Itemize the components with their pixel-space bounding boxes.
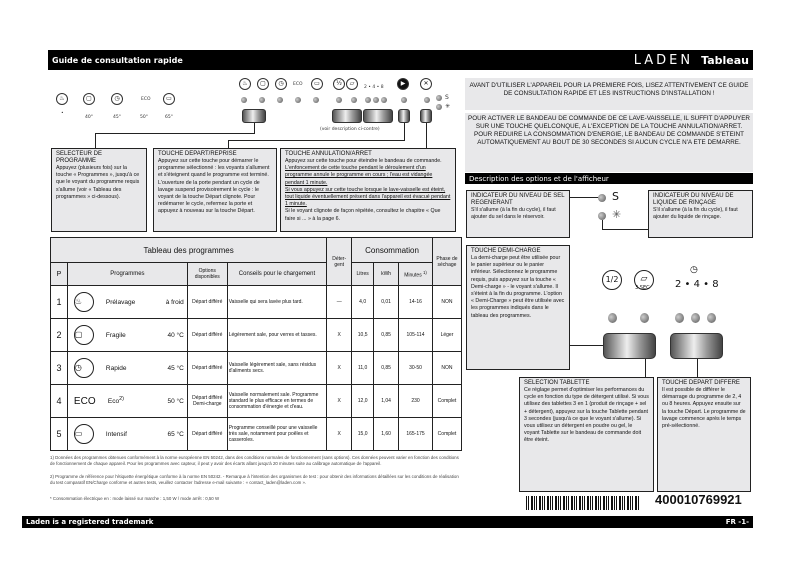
- detergent: X: [327, 319, 352, 352]
- footer-bar: [22, 516, 753, 528]
- program-name: Fragile: [105, 331, 126, 339]
- rinse-icon: ✳: [445, 103, 451, 110]
- liters: 15,0: [352, 418, 374, 451]
- kwh: 1,04: [374, 385, 399, 418]
- half-load-led: [608, 313, 617, 323]
- eco-label: ECO: [293, 82, 303, 87]
- start-icon: ▶: [397, 78, 409, 90]
- warning-text: POUR REDUIRE LA CONSOMMATION D'ENERGIE, LE BANDEAU DE COMMANDE S'ETEINT AUTOMATIQUEMENT AU BOUT DE 30 SECONDES SI AUCUN CYCLE N'A ETE DEMARRE.: [474, 131, 744, 146]
- program-number: 4: [51, 385, 68, 418]
- glass-icon: ▢: [83, 93, 95, 105]
- program-temp: 40 °C: [167, 331, 184, 339]
- delay-label: 2 • 4 • 8: [364, 85, 384, 90]
- loading-tips: Programme conseillé pour une vaisselle très sale, notamment pour poêles et casseroles.: [227, 418, 327, 451]
- section-title: Tableau: [701, 53, 749, 67]
- delay-start-box: [657, 377, 751, 492]
- box-text: L'ouverture de la porte pendant un cycle de lavage suspend provisoirement le cycle : le voyant de la touche Départ clignote. Pour redémarrer le cycle, refermez la porte et appuyez à nouveau sur la touche Départ.: [158, 179, 260, 215]
- program-icon: ♨: [74, 292, 94, 312]
- delay-led-4h: [691, 313, 700, 323]
- box-text: La demi-charge peut être utilisée pour le panier supérieur ou le panier inférieur. Sélectionnez le programme requis, puis appuyez sur la touche « Demi-charge » - le voyant s'allume. Il s'éteint à la fin du programme. L'option « Demi-Charge » peut être utilisée avec les programmes indiqués dans le tableau des programmes.: [471, 255, 565, 319]
- loading-tips: Vaisselle qui sera lavée plus tard.: [227, 286, 327, 319]
- detergent: X: [327, 352, 352, 385]
- liters: 4,0: [352, 286, 374, 319]
- trademark-note: Laden is a registered trademark: [26, 518, 154, 526]
- minutes: 230: [399, 385, 433, 418]
- half-load-box: [466, 245, 570, 370]
- led: [336, 97, 342, 103]
- col-minutes: Minutes: [404, 272, 422, 279]
- box-text: S'il s'allume (à la fin du cycle), il faut ajouter du sel dans le réservoir.: [471, 207, 556, 221]
- quick-icon: ◷: [111, 93, 123, 105]
- program-name: Rapide: [105, 364, 127, 372]
- rinse-indicator-box: [648, 190, 753, 238]
- table-row: [51, 385, 462, 418]
- tablet-icon: ▱: [346, 78, 358, 90]
- program-number: 1: [51, 286, 68, 319]
- warning-text: POUR ACTIVER LE BANDEAU DE COMMANDE DE CE LAVE-VAISSELLE, IL SUFFIT D'APPUYER SUR UNE TOUCHE QUELCONQUE, A L'EXCEPTION DE LA TOUCHE ANNULATION/ARRET.: [468, 115, 750, 130]
- footnote-ref: 2): [119, 396, 124, 403]
- half-load-icon: ½: [333, 78, 345, 90]
- led: [259, 97, 265, 103]
- box-text: Appuyez sur cette touche pour démarrer le programme sélectionné : les voyants s'allument et s'éteignent quand le programme est terminé.: [158, 158, 270, 179]
- cancel-button[interactable]: [420, 109, 432, 123]
- guide-title: Guide de consultation rapide: [52, 55, 183, 65]
- col-p: P: [51, 263, 68, 286]
- brand-logo: LADEN: [633, 52, 694, 68]
- kwh: 1,60: [374, 418, 399, 451]
- drying: Léger: [432, 319, 461, 352]
- half-load-icon: 1/2: [602, 270, 622, 290]
- program-options: Départ différé Demi-charge: [187, 385, 227, 418]
- box-title: INDICATEUR DU NIVEAU DE LIQUIDE DE RINÇAGE: [653, 193, 734, 206]
- rinse-icon: ✳: [612, 208, 622, 221]
- cancel-icon: ✕: [420, 78, 432, 90]
- kwh: 0,85: [374, 352, 399, 385]
- eco-label: ECO: [141, 97, 151, 102]
- delay-button[interactable]: [363, 109, 393, 123]
- start-button-box: [153, 148, 277, 232]
- program-temp: 50 °C: [167, 397, 184, 405]
- half-load-tablet-button[interactable]: [603, 333, 656, 359]
- led: [424, 97, 430, 103]
- pot-icon: ▭: [311, 78, 323, 90]
- program-temp: à froid: [165, 298, 184, 306]
- see-description-note: (voir description ci-contre): [320, 127, 380, 132]
- table-row: [51, 418, 462, 451]
- box-text: Si vous appuyez sur cette touche lorsque le lave-vaisselle est éteint, tout liquide éventuellement présent dans l'appareil est évacué pendant 1 minute.: [285, 186, 451, 208]
- table-title: Tableau des programmes: [51, 238, 327, 263]
- temp-label: 65°: [165, 115, 173, 120]
- led: [365, 97, 371, 103]
- col-consumption: Consommation: [352, 238, 433, 263]
- col-liters: Litres: [352, 263, 374, 286]
- loading-tips: Vaisselle légèrement sale, sans résidus d'aliments secs.: [227, 352, 327, 385]
- kwh: 0,85: [374, 319, 399, 352]
- warning-activation: [465, 113, 753, 172]
- table-row: [51, 286, 462, 319]
- warning-first-use: AVANT D'UTILISER L'APPAREIL POUR LA PREMIERE FOIS, LISEZ ATTENTIVEMENT CE GUIDE DE CONSULTATION RAPIDE ET LES INSTRUCTIONS D'INSTALLATION !: [465, 78, 753, 110]
- quick-icon: ◷: [275, 78, 287, 90]
- col-programs: Programmes: [67, 263, 187, 286]
- box-text: Si le voyant clignote de façon répétée, consultez le chapitre « Que faire si ... » à la page 6.: [285, 208, 441, 222]
- led: [313, 97, 319, 103]
- program-options: Départ différé: [187, 418, 227, 451]
- led: [295, 97, 301, 103]
- box-text: Il est possible de différer le démarrage du programme de 2, 4 ou 8 heures. Appuyez ensuite sur la touche Départ. Le programme de lavage commence après le temps pré-sélectionné.: [662, 387, 746, 430]
- loading-tips: Légèrement sale, pour verres et tasses.: [227, 319, 327, 352]
- minutes: 165-175: [399, 418, 433, 451]
- led: [351, 97, 357, 103]
- led: [381, 97, 387, 103]
- program-name: Prélavage: [105, 298, 136, 306]
- salt-led: [436, 95, 442, 101]
- box-text: Ce réglage permet d'optimiser les performances du cycle en fonction du type de détergent utilisé. Si vous utilisez des tablettes 3 en 1 (produit de rinçage + sel + détergent), appuyez sur la touche Tablette pendant 3 secondes (jusqu'à ce que le voyant s'allume). Si vous utilisez un détergent en poudre ou gel, le voyant Tablette sur le bandeau de commande doit être éteint.: [524, 387, 649, 444]
- liters: 12,0: [352, 385, 374, 418]
- program-options: Départ différé: [187, 286, 227, 319]
- box-title: SELECTEUR DE PROGRAMME: [56, 151, 103, 164]
- box-title: INDICATEUR DU NIVEAU DE SEL REGENERANT: [471, 193, 565, 206]
- delay-start-button[interactable]: [670, 333, 723, 359]
- tablet-3sec-label: 3 SEC: [635, 285, 650, 291]
- minutes: 14-16: [399, 286, 433, 319]
- salt-icon: S: [445, 94, 449, 101]
- program-number: 5: [51, 418, 68, 451]
- tablet-icon: ▱: [634, 270, 654, 290]
- box-text: S'il s'allume (à la fin du cycle), il faut ajouter du liquide de rinçage.: [653, 207, 738, 221]
- program-selector-box: [51, 148, 147, 232]
- program-name: Eco$^{2)}$: [107, 396, 124, 406]
- program-number: 3: [51, 352, 68, 385]
- program-icon: ▢: [74, 325, 94, 345]
- program-table: [50, 237, 462, 451]
- footnote-3: * Consommation électrique en : mode laissé sur marche : 1,50 W / mode arrêt : 0,50 W: [50, 496, 220, 501]
- barcode: [526, 496, 640, 510]
- col-detergent: Déter-gent: [327, 238, 352, 286]
- footnote-2: 2) Programme de référence pour l'étiquette énergétique conforme à la norme EN 50242. - Remarque à l'intention des organismes de test : pour obtenir des informations détaillées sur les conditions de réalisation du test comparatif EN/Charge conforme et autres tests, veuillez contacter l'adresse e-mail suivante : « contact_laden@laden.com ».: [50, 474, 459, 485]
- led: [241, 97, 247, 103]
- tablet-selection-box: [519, 377, 654, 492]
- program-button[interactable]: [242, 109, 266, 123]
- temp-label: 45°: [113, 115, 121, 120]
- led: [401, 97, 407, 103]
- led: [277, 97, 283, 103]
- temp-label: 50°: [140, 115, 148, 120]
- glass-icon: ▢: [257, 78, 269, 90]
- salt-indicator-box: [466, 190, 570, 238]
- program-number: 2: [51, 319, 68, 352]
- salt-icon: S: [612, 190, 619, 203]
- table-row: [51, 352, 462, 385]
- led: [373, 97, 379, 103]
- drying: Complet: [432, 385, 461, 418]
- header-bar: [48, 50, 753, 70]
- program-icon: ▭: [74, 424, 94, 444]
- prewash-icon: ♨: [239, 78, 251, 90]
- detergent: X: [327, 385, 352, 418]
- program-icon: ◷: [74, 358, 94, 378]
- liters: 10,5: [352, 319, 374, 352]
- col-drying: Phase de séchage: [432, 238, 461, 286]
- detergent: —: [327, 286, 352, 319]
- box-text: L'enfoncement de cette touche pendant le déroulement d'un programme annule le programme en cours ; l'eau est vidangée pendant 1 minute.: [285, 165, 433, 186]
- drying: NON: [432, 352, 461, 385]
- box-text: Appuyez sur cette touche pour éteindre le bandeau de commande.: [285, 158, 442, 164]
- box-title: TOUCHE DEPART DIFFERE: [662, 380, 740, 386]
- drying: Complet: [432, 418, 461, 451]
- box-title: SELECTION TABLETTE: [524, 380, 590, 386]
- box-title: TOUCHE DEMI-CHARGE: [471, 248, 541, 254]
- description-title: Description des options et de l'afficheur: [465, 173, 753, 184]
- program-temp: 45 °C: [167, 364, 184, 372]
- program-options: Départ différé: [187, 319, 227, 352]
- rinse-led: [598, 212, 606, 220]
- col-kwh: kWh: [374, 263, 399, 286]
- loading-tips: Vaisselle normalement sale. Programme standard le plus efficace en termes de consommation d'énergie et d'eau.: [227, 385, 327, 418]
- start-button[interactable]: [398, 109, 410, 123]
- minutes: 30-50: [399, 352, 433, 385]
- drying: NON: [432, 286, 461, 319]
- detergent: X: [327, 418, 352, 451]
- delay-led-8h: [707, 313, 716, 323]
- salt-led: [598, 194, 606, 202]
- tablet-led: [640, 313, 649, 323]
- temp-label: •: [61, 111, 64, 116]
- minutes: 105-114: [399, 319, 433, 352]
- temp-label: 40°: [85, 115, 93, 120]
- delay-clock-icon: ◷: [690, 265, 698, 275]
- delay-led-2h: [675, 313, 684, 323]
- table-row: [51, 319, 462, 352]
- box-text: Appuyez (plusieurs fois) sur la touche « Programmes », jusqu'à ce que le voyant du programme requis s'allume (voir « Tableau des programmes » ci-dessous).: [56, 165, 140, 200]
- liters: 11,0: [352, 352, 374, 385]
- cancel-button-box: [280, 148, 456, 232]
- pot-icon: ▭: [163, 93, 175, 105]
- kwh: 0,01: [374, 286, 399, 319]
- eco-icon: ECO: [73, 395, 96, 407]
- footnote-1: 1) Données des programmes obtenues conformément à la norme européenne EN 50242, dans des conditions normales de fonctionnement (sans options). Ces données peuvent varier en fonction des conditions de fonctionnement de chaque appareil. Pour les programmes avec capteur, il peut y avoir des écarts allant jusqu'à 20 minutes suite au calibrage automatique de l'appareil.: [50, 455, 459, 466]
- box-title: TOUCHE ANNULATION/ARRET: [285, 151, 372, 157]
- page-number: FR -1-: [725, 518, 749, 526]
- barcode-number: 400010769921: [655, 492, 742, 507]
- col-options: Options disponibles: [187, 263, 227, 286]
- program-options: Départ différé: [187, 352, 227, 385]
- delay-hours-label: 2 • 4 • 8: [675, 279, 719, 290]
- box-title: TOUCHE DEPART/REPRISE: [158, 151, 237, 157]
- program-temp: 65 °C: [167, 430, 184, 438]
- program-name: Intensif: [105, 430, 127, 438]
- rinse-led: [436, 104, 442, 110]
- option-button[interactable]: [332, 109, 362, 123]
- col-tips: Conseils pour le chargement: [227, 263, 327, 286]
- prewash-icon: ♨: [56, 93, 68, 105]
- footnote-ref: 1): [423, 269, 427, 275]
